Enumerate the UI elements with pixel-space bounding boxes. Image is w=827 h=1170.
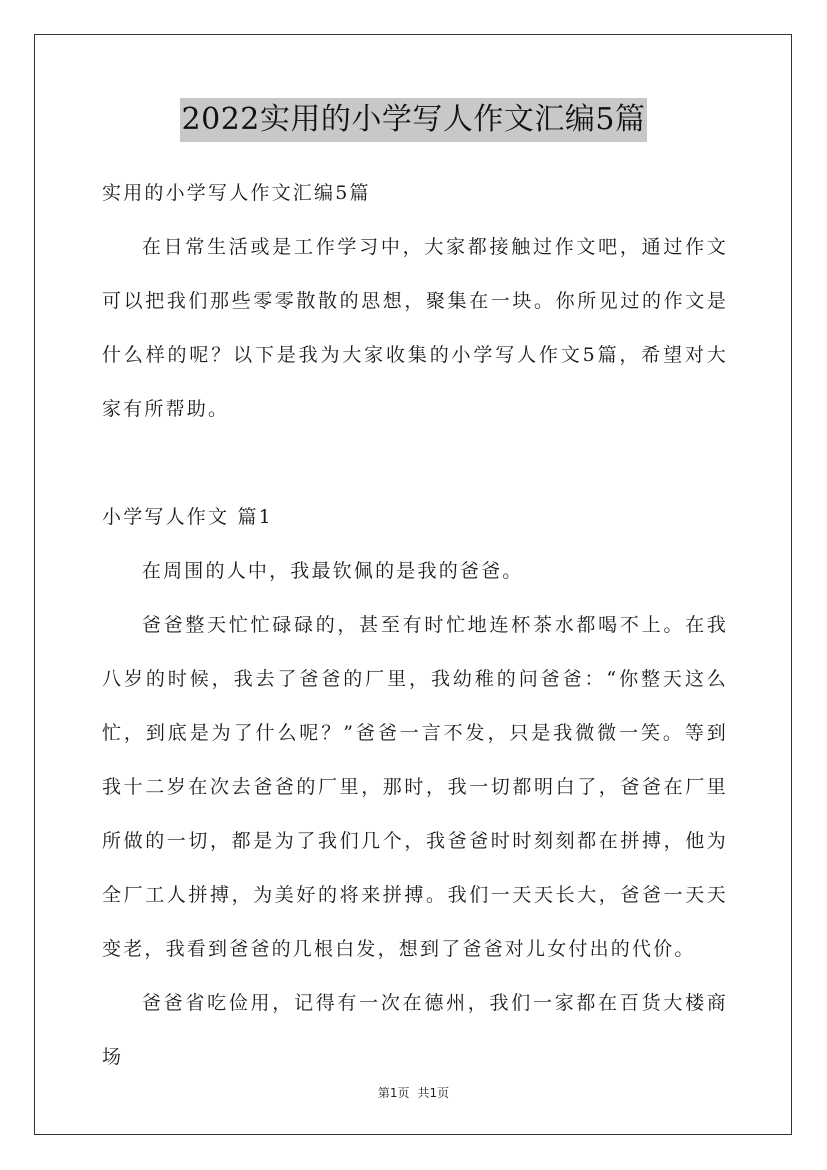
body-paragraph: 在周围的人中，我最钦佩的是我的爸爸。 — [141, 560, 524, 582]
document-title: 2022实用的小学写人作文汇编5篇 — [180, 98, 648, 142]
body-paragraph: 爸爸省吃俭用，记得有一次在德州，我们一家都在百货大楼商场 — [102, 992, 728, 1068]
section-heading: 小学写人作文 篇1 — [102, 506, 273, 528]
page-number: 第1页 — [377, 1086, 410, 1100]
body-paragraph: 爸爸整天忙忙碌碌的，甚至有时忙地连杯茶水都喝不上。在我八岁的时候，我去了爸爸的厂里，我幼稚的问爸爸：“你整天这么忙，到底是为了什么呢？”爸爸一言不发，只是我微微一笑。等到我十二岁在次去爸爸的厂里，那时，我一切都明白了，爸爸在厂里所做的一切，都是为了我们几个，我爸爸时时刻刻都在拼搏，他为全厂工人拼搏，为美好的将来拼搏。我们一天天长大，爸爸一天天变老，我看到爸爸的几根白发，想到了爸爸对儿女付出的代价。 — [102, 614, 728, 960]
document-body — [102, 166, 728, 1084]
page-footer — [0, 1084, 827, 1101]
page-total: 共1页 — [417, 1086, 450, 1100]
document-subtitle: 实用的小学写人作文汇编5篇 — [102, 182, 371, 204]
intro-paragraph: 在日常生活或是工作学习中，大家都接触过作文吧，通过作文可以把我们那些零零散散的思想，聚集在一块。你所见过的作文是什么样的呢？以下是我为大家收集的小学写人作文5篇，希望对大家有所帮助。 — [102, 236, 728, 420]
section-gap — [102, 436, 728, 490]
title-container — [0, 98, 827, 142]
